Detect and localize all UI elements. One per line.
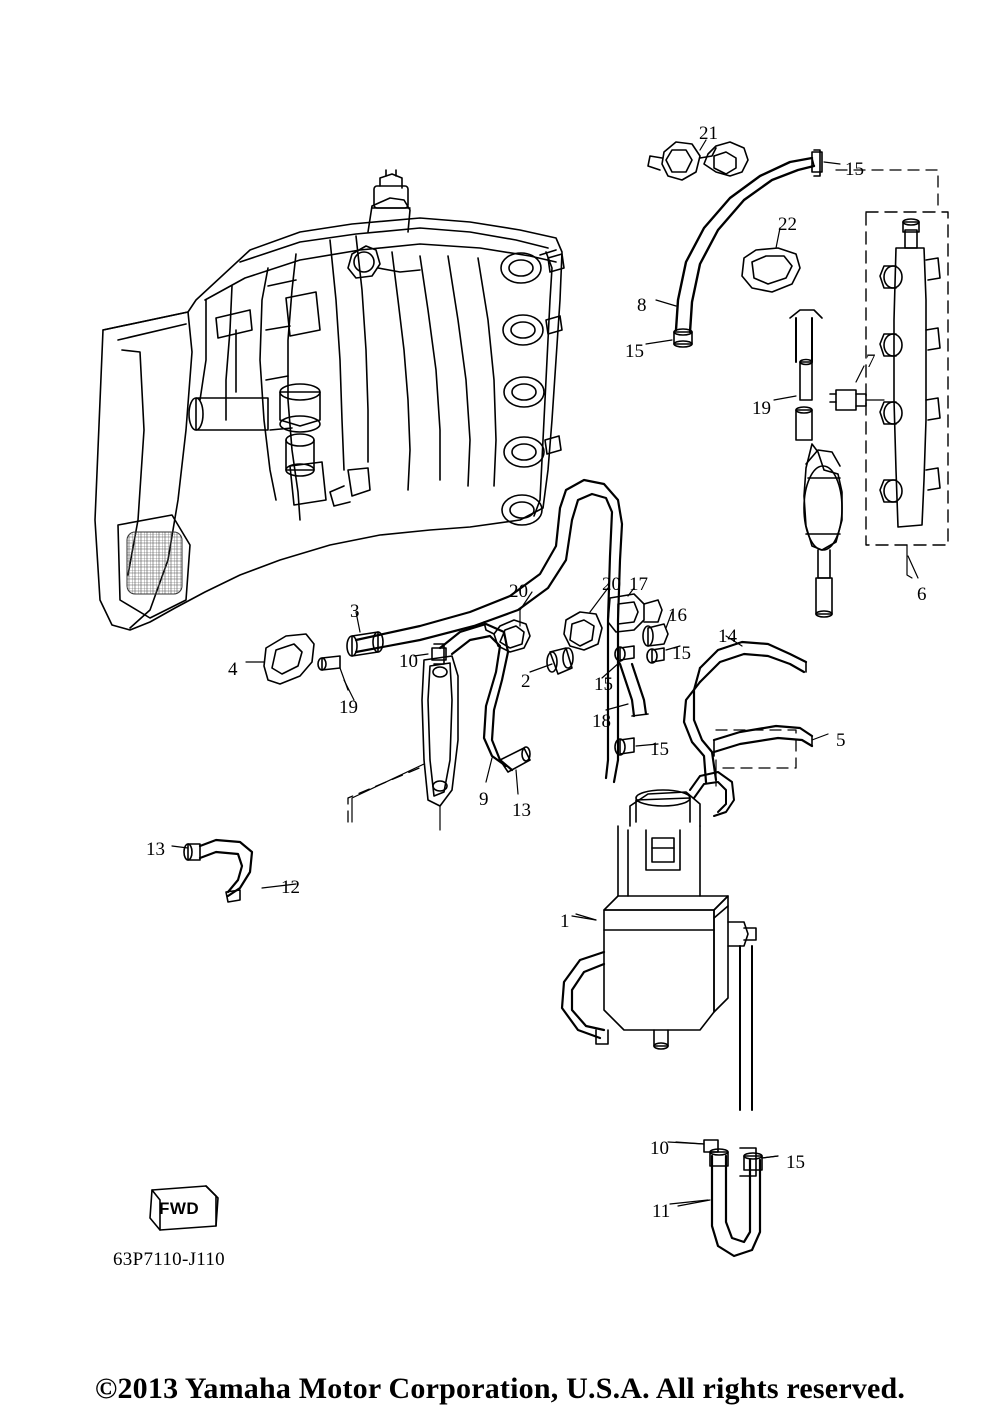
callout-19a: 19 [752, 398, 771, 419]
fwd-marker-label: FWD [159, 1199, 200, 1218]
callout-15a: 15 [845, 159, 864, 180]
part-1-vapor-separator-tank [562, 772, 756, 1110]
callout-15c: 15 [672, 643, 691, 664]
callout-18: 18 [592, 711, 611, 732]
part-8-hose [674, 150, 822, 347]
callout-15f: 15 [786, 1152, 805, 1173]
clamp-cluster [484, 594, 668, 755]
callout-16: 16 [668, 605, 687, 626]
callout-22: 22 [778, 214, 797, 235]
intake-manifold-assembly [95, 170, 564, 630]
fwd-marker [150, 1186, 220, 1230]
callout-15b: 15 [625, 341, 644, 362]
callout-10a: 10 [399, 651, 418, 672]
callout-9: 9 [479, 789, 489, 810]
callout-20b: 20 [602, 574, 621, 595]
callout-7: 7 [866, 351, 876, 372]
callout-21: 21 [699, 123, 718, 144]
callout-4: 4 [228, 659, 238, 680]
callout-8: 8 [637, 295, 647, 316]
leader-lines [246, 140, 918, 1204]
part-7-regulator [830, 390, 884, 410]
copyright-notice: ©2013 Yamaha Motor Corporation, U.S.A. All rights reserved. [94, 1372, 906, 1405]
callout-13b: 13 [146, 839, 165, 860]
dashed-guides [348, 170, 938, 822]
callout-10b: 10 [650, 1138, 669, 1159]
callout-2: 2 [521, 671, 531, 692]
part-code-label: 63P7110-J110 [113, 1249, 225, 1270]
callout-5: 5 [836, 730, 846, 751]
part-22-clamp [742, 248, 800, 292]
part-19-upper-and-filter [774, 310, 842, 617]
callout-15d: 15 [594, 674, 613, 695]
callout-6: 6 [917, 584, 927, 605]
callout-17: 17 [629, 574, 648, 595]
callout-3: 3 [350, 601, 360, 622]
callout-14: 14 [718, 626, 737, 647]
fuel-rail-assembly [866, 212, 948, 578]
callout-15e: 15 [650, 739, 669, 760]
part-14-5-hoses [684, 642, 812, 786]
part-3-4-19 [264, 632, 383, 690]
callout-20a: 20 [509, 581, 528, 602]
part-21-clamps [648, 142, 748, 180]
callout-11: 11 [652, 1201, 671, 1222]
callout-12: 12 [281, 877, 300, 898]
callout-19b: 19 [339, 697, 358, 718]
callout-13a: 13 [512, 800, 531, 821]
callout-1: 1 [560, 911, 570, 932]
